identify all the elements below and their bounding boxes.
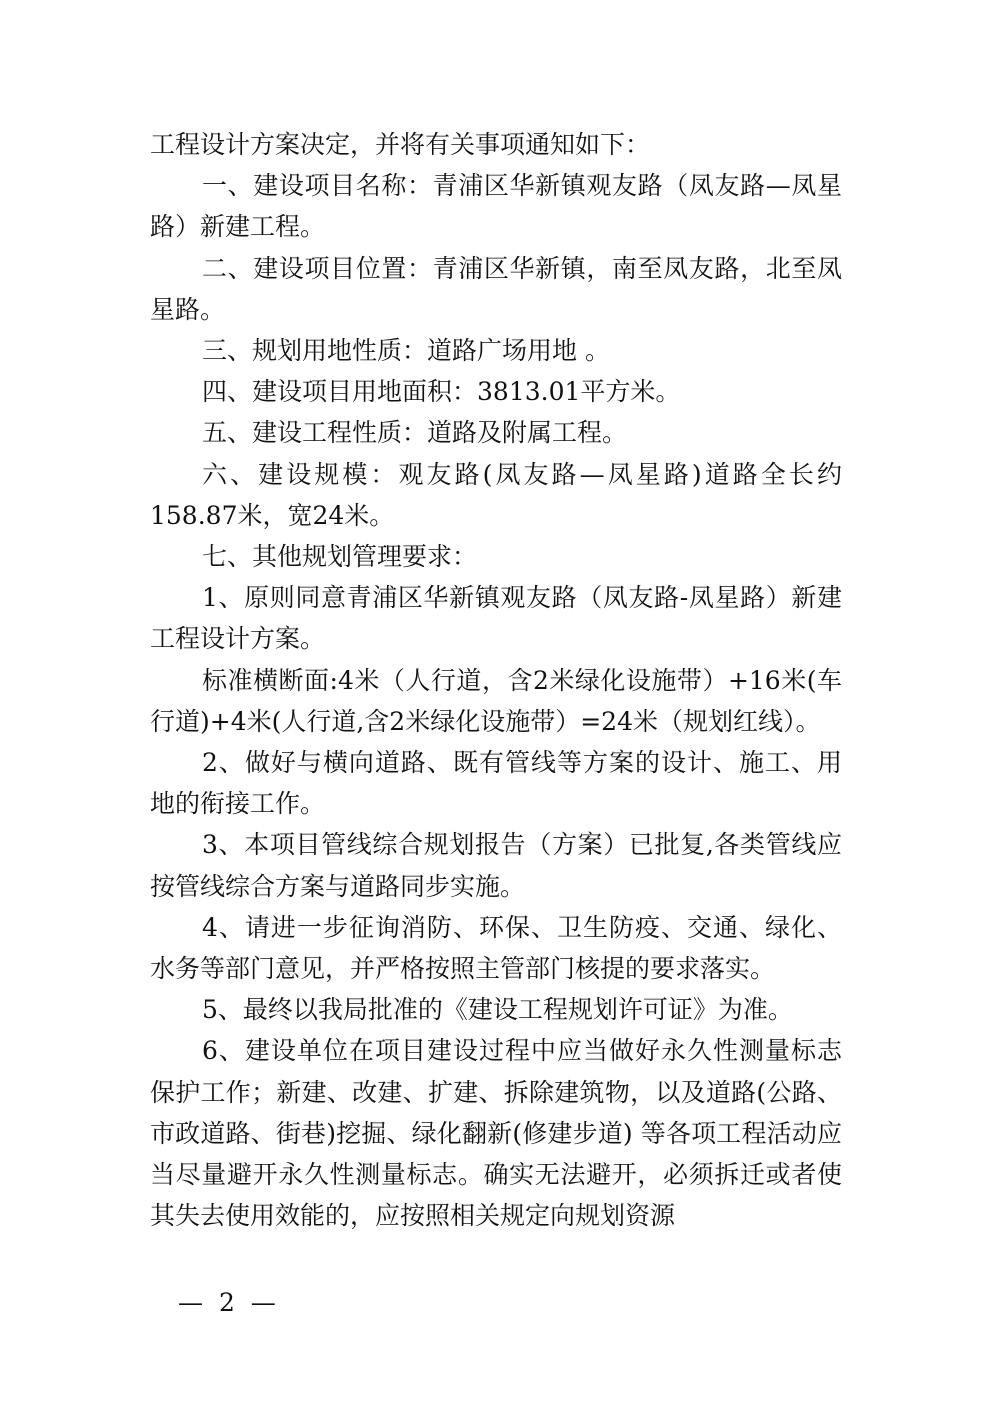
paragraph-land-area: 四、建设项目用地面积：3813.01平方米。 [202, 377, 681, 407]
paragraph-land-use: 三、规划用地性质：道路广场用地 。 [202, 336, 610, 366]
paragraph-project-name: 一、建设项目名称：青浦区华新镇观友路（凤友路—凤星路）新建工程。 [150, 171, 842, 242]
paragraph-other-requirements: 七、其他规划管理要求： [202, 542, 478, 572]
paragraph-project-scale: 六、建设规模：观友路(凤友路—凤星路)道路全长约158.87米，宽24米。 [150, 459, 842, 530]
paragraph-requirement-1: 1、原则同意青浦区华新镇观友路（凤友路-凤星路）新建工程设计方案。 [150, 583, 842, 654]
page-number: — 2 — [178, 1288, 280, 1317]
paragraph-requirement-6: 6、建设单位在项目建设过程中应当做好永久性测量标志保护工作；新建、改建、扩建、拆除建筑物，以及道路(公路、市政道路、街巷)挖掘、绿化翻新(修建步道) 等各项工程活动应当尽量避开永久性测量标志。确实无法避开，必须拆迁或者使其失去使用效能的，应按照相关规定向规划资源 [150, 1036, 842, 1231]
paragraph-requirement-3: 3、本项目管线综合规划报告（方案）已批复,各类管线应按管线综合方案与道路同步实施。 [150, 830, 842, 901]
paragraph-project-location: 二、建设项目位置：青浦区华新镇，南至凤友路，北至凤星路。 [150, 253, 842, 324]
paragraph-cross-section: 标准横断面:4米（人行道，含2米绿化设施带）+16米(车行道)+4米(人行道,含2米绿化设施带）=24米（规划红线）。 [150, 665, 842, 736]
document-body [150, 124, 842, 1236]
paragraph-requirement-2: 2、做好与横向道路、既有管线等方案的设计、施工、用地的衔接工作。 [150, 748, 842, 819]
paragraph-requirement-5: 5、最终以我局批准的《建设工程规划许可证》为准。 [202, 995, 793, 1025]
paragraph-project-nature: 五、建设工程性质：道路及附属工程。 [202, 418, 628, 448]
paragraph-intro: 工程设计方案决定，并将有关事项通知如下： [150, 130, 651, 159]
paragraph-requirement-4: 4、请进一步征询消防、环保、卫生防疫、交通、绿化、水务等部门意见，并严格按照主管部门核提的要求落实。 [150, 912, 842, 984]
